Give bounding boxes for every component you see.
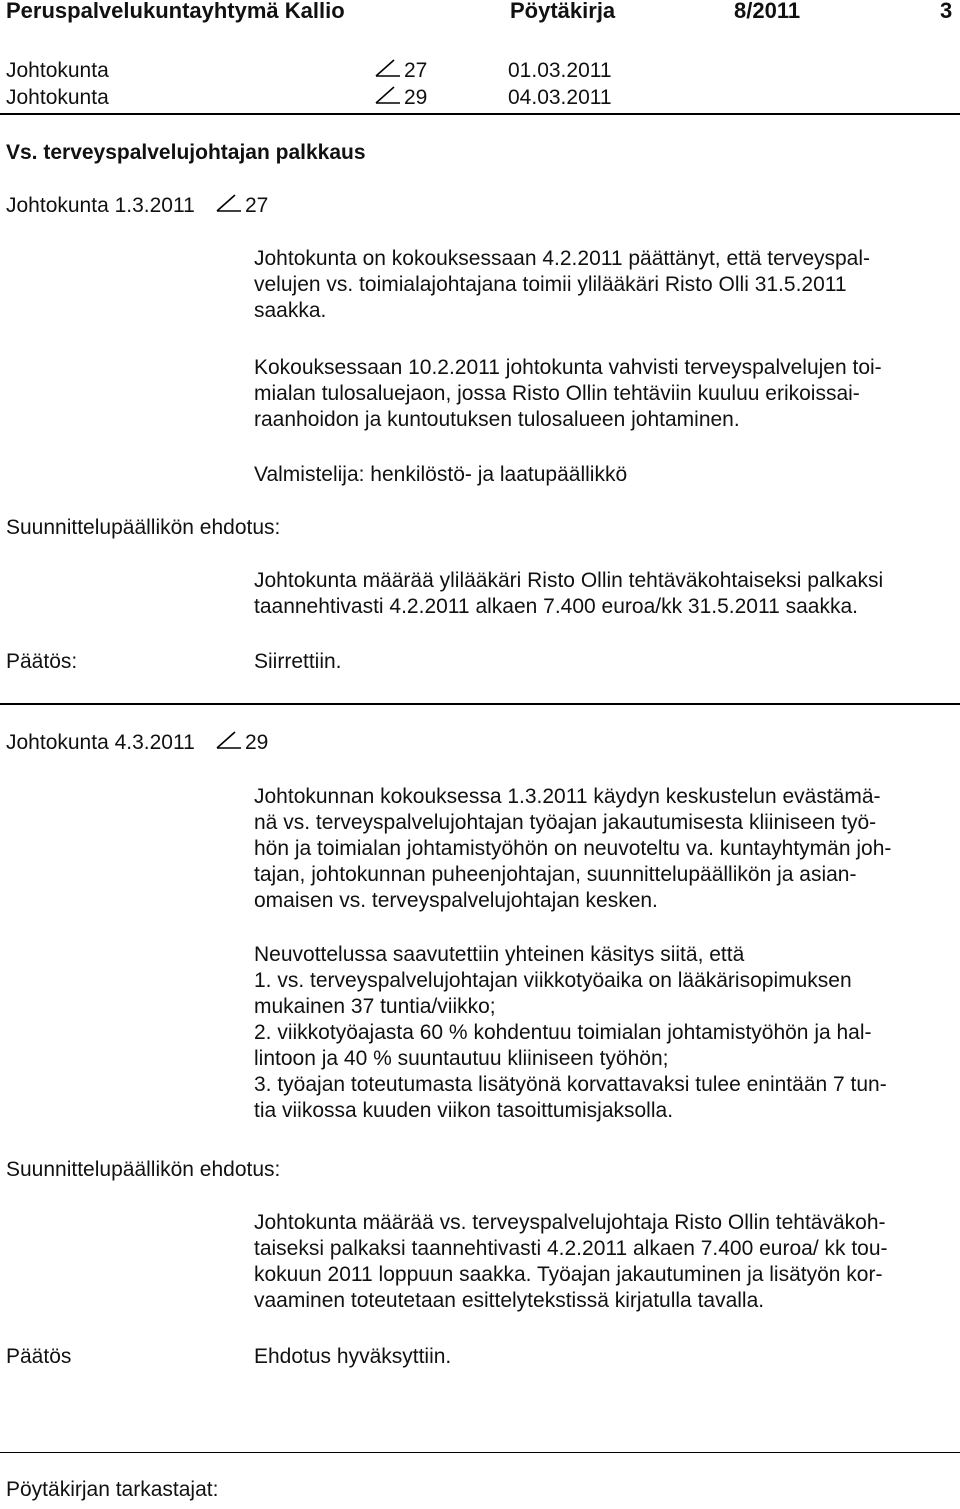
text-line: Johtokunnan kokouksessa 1.3.2011 käydyn keskustelun evästämä-: [254, 785, 881, 808]
text-line: taannehtivasti 4.2.2011 alkaen 7.400 euroa/kk 31.5.2011 saakka.: [254, 595, 858, 618]
text-line: taiseksi palkaksi taannehtivasti 4.2.2011 alkaen 7.400 euroa/ kk tou-: [254, 1237, 888, 1260]
text-line: omaisen vs. terveyspalvelujohtajan kesken.: [254, 889, 658, 912]
page-title: Vs. terveyspalvelujohtajan palkkaus: [6, 141, 366, 164]
section-sign-icon: [215, 730, 241, 750]
proposal-text: [254, 1210, 960, 1314]
text-line: kokuun 2011 loppuun saakka. Työajan jakautuminen ja lisätyön kor-: [254, 1263, 883, 1286]
text-line: vaaminen toteutetaan esittelytekstissä kirjatulla tavalla.: [254, 1289, 765, 1312]
meeting-date: 04.03.2011: [508, 86, 612, 109]
text-line: mialan tulosaluejaon, jossa Risto Ollin tehtäviin kuuluu erikoissai-: [254, 382, 860, 405]
meeting-body: Johtokunta: [6, 59, 109, 82]
organization-name: Peruspalvelukuntayhtymä Kallio: [6, 0, 345, 23]
decision-label: Päätös:: [6, 650, 78, 673]
paragraph: [254, 942, 960, 1124]
meeting-section: 29: [404, 86, 428, 109]
preparer-line: Valmistelija: henkilöstö- ja laatupäällikkö: [254, 463, 628, 486]
text-line: Kokouksessaan 10.2.2011 johtokunta vahvisti terveyspalvelujen toi-: [254, 356, 882, 379]
decision-text: Siirrettiin.: [254, 650, 342, 673]
meeting-section: 27: [404, 59, 428, 82]
document-type: Pöytäkirja: [510, 0, 616, 23]
reviewers-label: Pöytäkirjan tarkastajat:: [6, 1478, 219, 1501]
list-item: 1. vs. terveyspalvelujohtajan viikkotyöaika on lääkärisopimuksen: [254, 969, 852, 992]
text-line: velujen vs. toimialajohtajana toimii ylilääkäri Risto Olli 31.5.2011: [254, 273, 847, 296]
text-line: raanhoidon ja kuntoutuksen tulosalueen johtaminen.: [254, 408, 740, 431]
text-line: tia viikossa kuuden viikon tasoittumisjaksolla.: [254, 1099, 674, 1122]
section-number: 27: [245, 194, 269, 217]
list-item: 3. työajan toteutumasta lisätyönä korvattavaksi tulee enintään 7 tun-: [254, 1073, 887, 1096]
paragraph: [254, 355, 960, 433]
paragraph: [254, 784, 960, 914]
meeting-body: Johtokunta: [6, 86, 109, 109]
text-line: mukainen 37 tuntia/viikko;: [254, 995, 496, 1018]
text-line: Neuvottelussa saavutettiin yhteinen käsitys siitä, että: [254, 943, 745, 966]
text-line: Johtokunta on kokouksessaan 4.2.2011 päättänyt, että terveyspal-: [254, 247, 871, 270]
header-divider: [0, 113, 960, 115]
decision-text: Ehdotus hyväksyttiin.: [254, 1345, 452, 1368]
section-sign-icon: [215, 193, 241, 213]
section-number: 29: [245, 731, 269, 754]
paragraph: [254, 246, 960, 324]
meeting-date: 01.03.2011: [508, 59, 612, 82]
footer-divider: [0, 1452, 960, 1453]
section-sign-icon: [374, 85, 400, 105]
section-sign-icon: [374, 58, 400, 78]
decision-label: Päätös: [6, 1345, 72, 1368]
text-line: Johtokunta määrää vs. terveyspalvelujohtaja Risto Ollin tehtäväkoh-: [254, 1211, 886, 1234]
text-line: hön ja toimialan johtamistyöhön on neuvoteltu va. kuntayhtymän joh-: [254, 837, 892, 860]
section-divider: [0, 703, 960, 705]
section-reference: Johtokunta 4.3.2011: [6, 731, 195, 754]
text-line: saakka.: [254, 299, 327, 322]
section-reference: Johtokunta 1.3.2011: [6, 194, 195, 217]
text-line: lintoon ja 40 % suuntautuu kliiniseen työhön;: [254, 1047, 669, 1070]
page-number: 3: [940, 0, 953, 23]
list-item: 2. viikkotyöajasta 60 % kohdentuu toimialan johtamistyöhön ja hal-: [254, 1021, 872, 1044]
proposal-text: [254, 568, 960, 620]
proposal-label: Suunnittelupäällikön ehdotus:: [6, 1158, 281, 1181]
text-line: nä vs. terveyspalvelujohtajan työajan jakautumisesta kliiniseen työ-: [254, 811, 877, 834]
document-number: 8/2011: [734, 0, 801, 23]
text-line: Johtokunta määrää ylilääkäri Risto Ollin tehtäväkohtaiseksi palkaksi: [254, 569, 884, 592]
proposal-label: Suunnittelupäällikön ehdotus:: [6, 516, 281, 539]
text-line: tajan, johtokunnan puheenjohtajan, suunnittelupäällikön ja asian-: [254, 863, 857, 886]
